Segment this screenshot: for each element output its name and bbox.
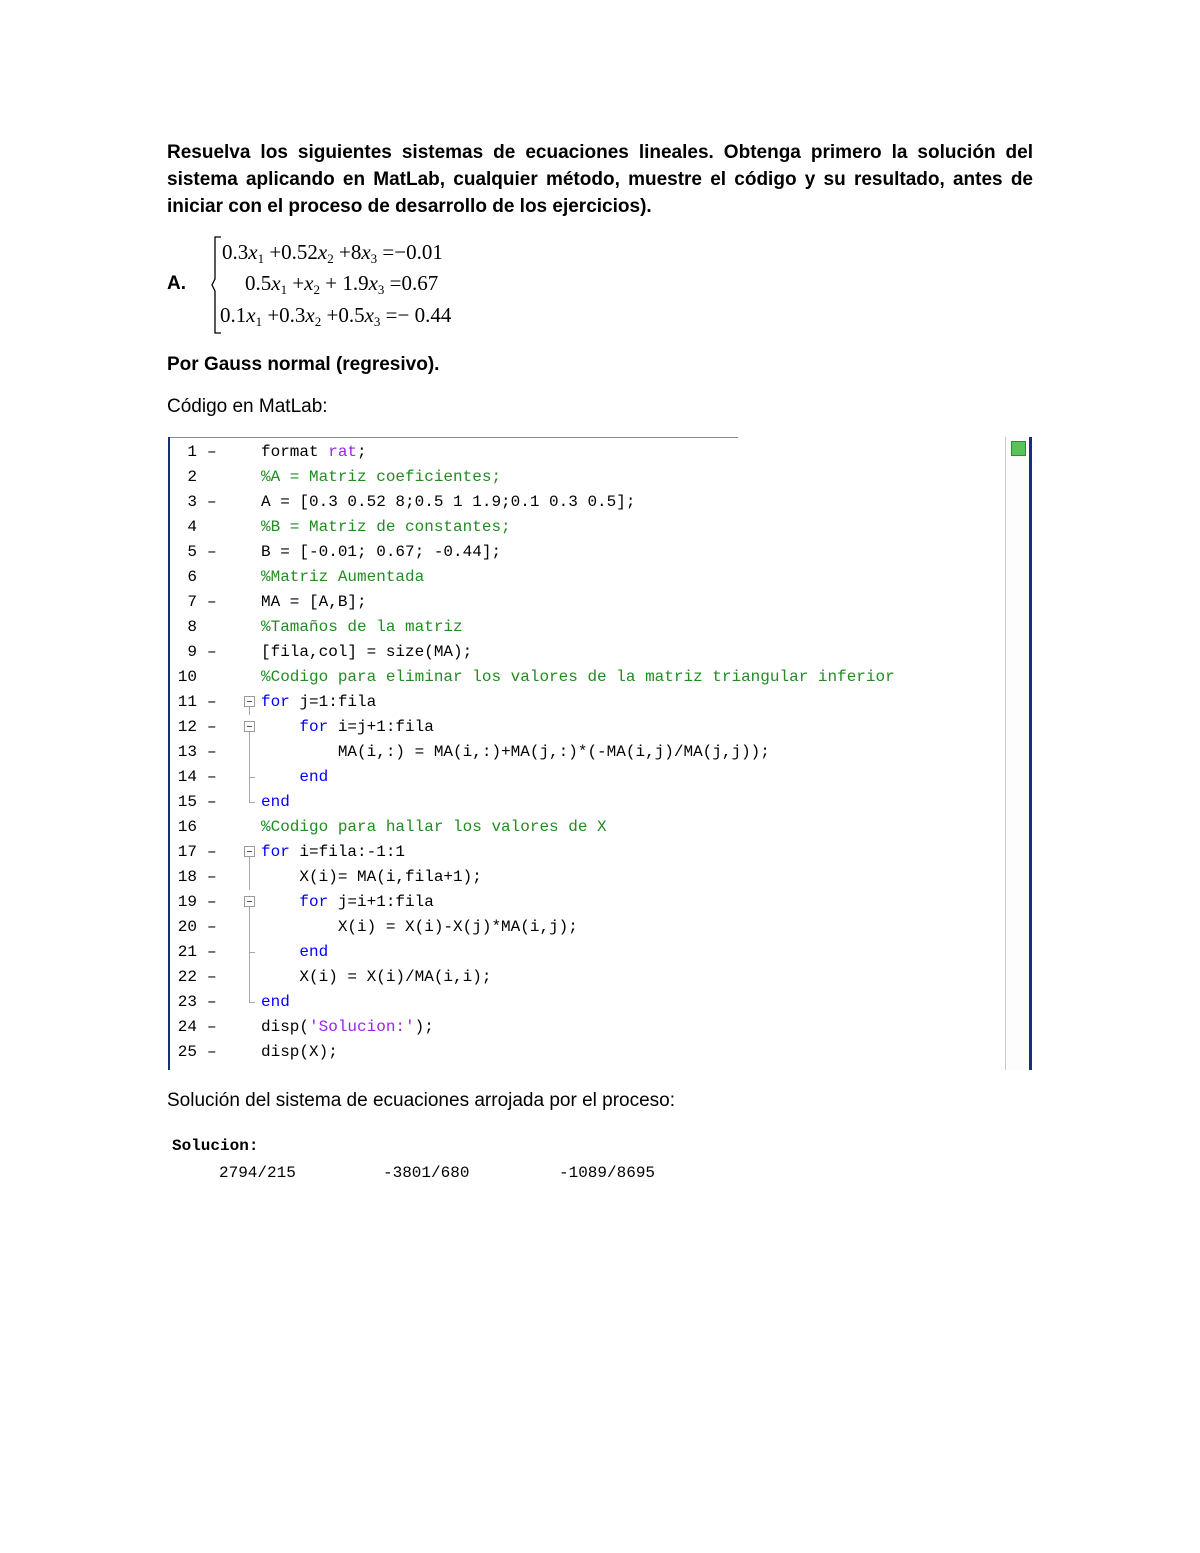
code-line	[170, 665, 1004, 690]
editor-right-border	[1029, 437, 1032, 1070]
code-text	[261, 865, 482, 890]
breakpoint-dash[interactable]: –	[207, 1018, 217, 1036]
code-text	[261, 590, 367, 615]
line-number: 20	[177, 918, 197, 936]
code-token: i=fila:-1:1	[289, 843, 406, 861]
code-analyzer-status-icon	[1011, 441, 1026, 456]
fold-guide-line	[249, 732, 250, 740]
breakpoint-dash[interactable]: –	[207, 718, 217, 736]
code-line	[170, 715, 1004, 740]
code-line	[170, 790, 1004, 815]
line-number: 23	[177, 993, 197, 1011]
eq1-coef-x2: +0.52	[269, 240, 318, 264]
line-number: 8	[187, 618, 197, 636]
breakpoint-dash[interactable]: –	[207, 543, 217, 561]
code-token: for	[299, 893, 329, 911]
breakpoint-dash[interactable]: –	[207, 793, 217, 811]
line-number: 6	[187, 568, 197, 586]
code-text	[261, 465, 501, 490]
code-token: ;	[357, 443, 367, 461]
code-text	[261, 790, 290, 815]
result-caption: Solución del sistema de ecuaciones arrojada por el proceso:	[167, 1090, 676, 1111]
code-token: i=j+1:fila	[328, 718, 434, 736]
code-line	[170, 490, 1004, 515]
eq3-coef-x2: +0.3	[267, 303, 306, 327]
code-token: end	[261, 793, 290, 811]
eq1-coef-x3: +8	[339, 240, 362, 264]
breakpoint-dash[interactable]: –	[207, 918, 217, 936]
code-line	[170, 1015, 1004, 1040]
code-token: format	[261, 443, 329, 461]
code-line	[170, 990, 1004, 1015]
line-number: 16	[177, 818, 197, 836]
code-token: disp(	[261, 1018, 310, 1036]
breakpoint-dash[interactable]: –	[207, 843, 217, 861]
code-token: rat	[328, 443, 358, 461]
line-number: 11	[177, 693, 197, 711]
eq1-rhs: =−0.01	[382, 240, 443, 264]
code-text	[261, 615, 463, 640]
method-heading: Por Gauss normal (regresivo).	[167, 354, 440, 375]
code-text	[261, 990, 290, 1015]
code-line	[170, 465, 1004, 490]
code-token: 'Solucion:'	[309, 1018, 415, 1036]
line-number: 24	[177, 1018, 197, 1036]
code-token	[261, 718, 299, 736]
fold-guide-line	[249, 707, 250, 715]
fold-guide-line	[249, 857, 250, 865]
fold-collapse-icon[interactable]	[244, 721, 255, 732]
fold-guide-line	[249, 915, 250, 940]
code-token: %Matriz Aumentada	[261, 568, 425, 586]
code-token: end	[261, 993, 290, 1011]
code-token: MA = [A,B];	[261, 593, 367, 611]
code-token: j=1:fila	[289, 693, 377, 711]
code-token: for	[261, 693, 290, 711]
code-token: MA(i,:) = MA(i,:)+MA(j,:)*(-MA(i,j)/MA(j,j));	[261, 743, 770, 761]
breakpoint-dash[interactable]: –	[207, 443, 217, 461]
output-value-2: -3801/680	[383, 1164, 470, 1182]
code-token: X(i) = X(i)/MA(i,i);	[261, 968, 492, 986]
eq3-coef-x1: 0.1	[220, 303, 247, 327]
line-number: 21	[177, 943, 197, 961]
breakpoint-dash[interactable]: –	[207, 593, 217, 611]
code-token: A = [0.3 0.52 8;0.5 1 1.9;0.1 0.3 0.5];	[261, 493, 636, 511]
code-text	[261, 565, 424, 590]
code-token: for	[261, 843, 290, 861]
fold-guide-line	[249, 965, 250, 990]
breakpoint-dash[interactable]: –	[207, 643, 217, 661]
line-number: 18	[177, 868, 197, 886]
system-label: A.	[167, 273, 186, 294]
line-number: 12	[177, 718, 197, 736]
code-text	[261, 840, 405, 865]
code-line	[170, 965, 1004, 990]
code-text	[261, 890, 434, 915]
code-text	[261, 515, 511, 540]
fold-collapse-icon[interactable]	[244, 846, 255, 857]
code-line	[170, 615, 1004, 640]
code-token: B = [-0.01; 0.67; -0.44];	[261, 543, 502, 561]
editor-top-border	[170, 437, 738, 438]
instructions-paragraph: Resuelva los siguientes sistemas de ecuaciones lineales. Obtenga primero la solución del sistema aplicando en MatLab, cualquier método, muestre el código y su resultado, antes de iniciar con el proceso de desarrollo de los ejercicios).	[167, 142, 1033, 217]
code-token: %A = Matriz coeficientes;	[261, 468, 502, 486]
code-text	[261, 740, 770, 765]
code-line	[170, 515, 1004, 540]
output-value-1: 2794/215	[219, 1164, 296, 1182]
code-token: disp(X);	[261, 1043, 338, 1061]
code-token	[261, 768, 299, 786]
code-token: end	[299, 943, 329, 961]
breakpoint-dash[interactable]: –	[207, 993, 217, 1011]
fold-guide-line	[249, 865, 250, 890]
code-text	[261, 815, 607, 840]
code-line	[170, 640, 1004, 665]
code-text	[261, 440, 367, 465]
equation-2: $0.5x_1 +x_2 + 1.9x_3 =0.67$	[245, 271, 439, 297]
code-line	[170, 765, 1004, 790]
line-number: 15	[177, 793, 197, 811]
eq2-rhs: =0.67	[389, 271, 439, 295]
eq2-coef-x1: 0.5	[245, 271, 272, 295]
code-token: );	[414, 1018, 434, 1036]
code-line	[170, 865, 1004, 890]
breakpoint-dash[interactable]: –	[207, 968, 217, 986]
code-text	[261, 490, 635, 515]
eq2-coef-x2: +	[292, 271, 305, 295]
equation-1: $0.3x_1 +0.52x_2 +8x_3 =-0.01$	[222, 240, 443, 266]
line-number: 9	[187, 643, 197, 661]
code-token	[261, 943, 299, 961]
line-number: 19	[177, 893, 197, 911]
code-line	[170, 740, 1004, 765]
code-line	[170, 440, 1004, 465]
code-line	[170, 890, 1004, 915]
code-token: j=i+1:fila	[328, 893, 434, 911]
output-value-3: -1089/8695	[559, 1164, 656, 1182]
editor-scrollbar	[1005, 437, 1031, 1070]
code-line	[170, 1040, 1004, 1065]
breakpoint-dash[interactable]: –	[207, 943, 217, 961]
eq3-rhs: =− 0.44	[385, 303, 452, 327]
code-line	[170, 915, 1004, 940]
code-token: [fila,col] = size(MA);	[261, 643, 473, 661]
eq1-coef-x1: 0.3	[222, 240, 249, 264]
fold-guide-line	[249, 907, 250, 915]
code-line	[170, 940, 1004, 965]
code-token: for	[299, 718, 329, 736]
code-text	[261, 715, 434, 740]
code-token: %B = Matriz de constantes;	[261, 518, 511, 536]
code-token: end	[299, 768, 329, 786]
equation-3: $0.1x_1 +0.3x_2 +0.5x_3 =- 0.44$	[220, 303, 452, 329]
code-token	[261, 893, 299, 911]
matlab-editor-screenshot	[168, 437, 1032, 1070]
eq3-coef-x3: +0.5	[326, 303, 365, 327]
line-number: 22	[177, 968, 197, 986]
code-line	[170, 565, 1004, 590]
line-number: 5	[187, 543, 197, 561]
code-token: %Codigo para hallar los valores de X	[261, 818, 607, 836]
code-text	[261, 540, 501, 565]
code-line	[170, 540, 1004, 565]
eq2-coef-x3: + 1.9	[325, 271, 369, 295]
line-number: 7	[187, 593, 197, 611]
breakpoint-dash[interactable]: –	[207, 768, 217, 786]
breakpoint-dash[interactable]: –	[207, 1043, 217, 1061]
code-token: X(i)= MA(i,fila+1);	[261, 868, 482, 886]
code-line	[170, 815, 1004, 840]
code-text	[261, 690, 376, 715]
line-number: 10	[177, 668, 197, 686]
line-number: 14	[177, 768, 197, 786]
code-line	[170, 690, 1004, 715]
breakpoint-dash[interactable]: –	[207, 493, 217, 511]
code-text	[261, 765, 328, 790]
line-number: 25	[177, 1043, 197, 1061]
fold-guide-line	[249, 740, 250, 765]
line-number: 13	[177, 743, 197, 761]
fold-guide-end	[249, 1002, 255, 1003]
breakpoint-dash[interactable]: –	[207, 893, 217, 911]
code-line	[170, 590, 1004, 615]
fold-guide-tick	[249, 777, 255, 778]
fold-guide-end	[249, 802, 255, 803]
code-text	[261, 965, 491, 990]
code-text	[261, 940, 328, 965]
line-number: 2	[187, 468, 197, 486]
code-line	[170, 840, 1004, 865]
fold-guide-tick	[249, 952, 255, 953]
line-number: 17	[177, 843, 197, 861]
code-text	[261, 640, 472, 665]
output-label: Solucion:	[172, 1137, 259, 1155]
line-number: 1	[187, 443, 197, 461]
line-number: 4	[187, 518, 197, 536]
code-token: %Tamaños de la matriz	[261, 618, 463, 636]
code-text	[261, 1015, 434, 1040]
breakpoint-dash[interactable]: –	[207, 743, 217, 761]
fold-collapse-icon[interactable]	[244, 896, 255, 907]
breakpoint-dash[interactable]: –	[207, 868, 217, 886]
fold-collapse-icon[interactable]	[244, 696, 255, 707]
code-text	[261, 915, 578, 940]
code-caption: Código en MatLab:	[167, 396, 328, 417]
code-token: X(i) = X(i)-X(j)*MA(i,j);	[261, 918, 578, 936]
code-text	[261, 1040, 338, 1065]
line-number: 3	[187, 493, 197, 511]
breakpoint-dash[interactable]: –	[207, 693, 217, 711]
code-token: %Codigo para eliminar los valores de la matriz triangular inferior	[261, 668, 895, 686]
code-text	[261, 665, 895, 690]
